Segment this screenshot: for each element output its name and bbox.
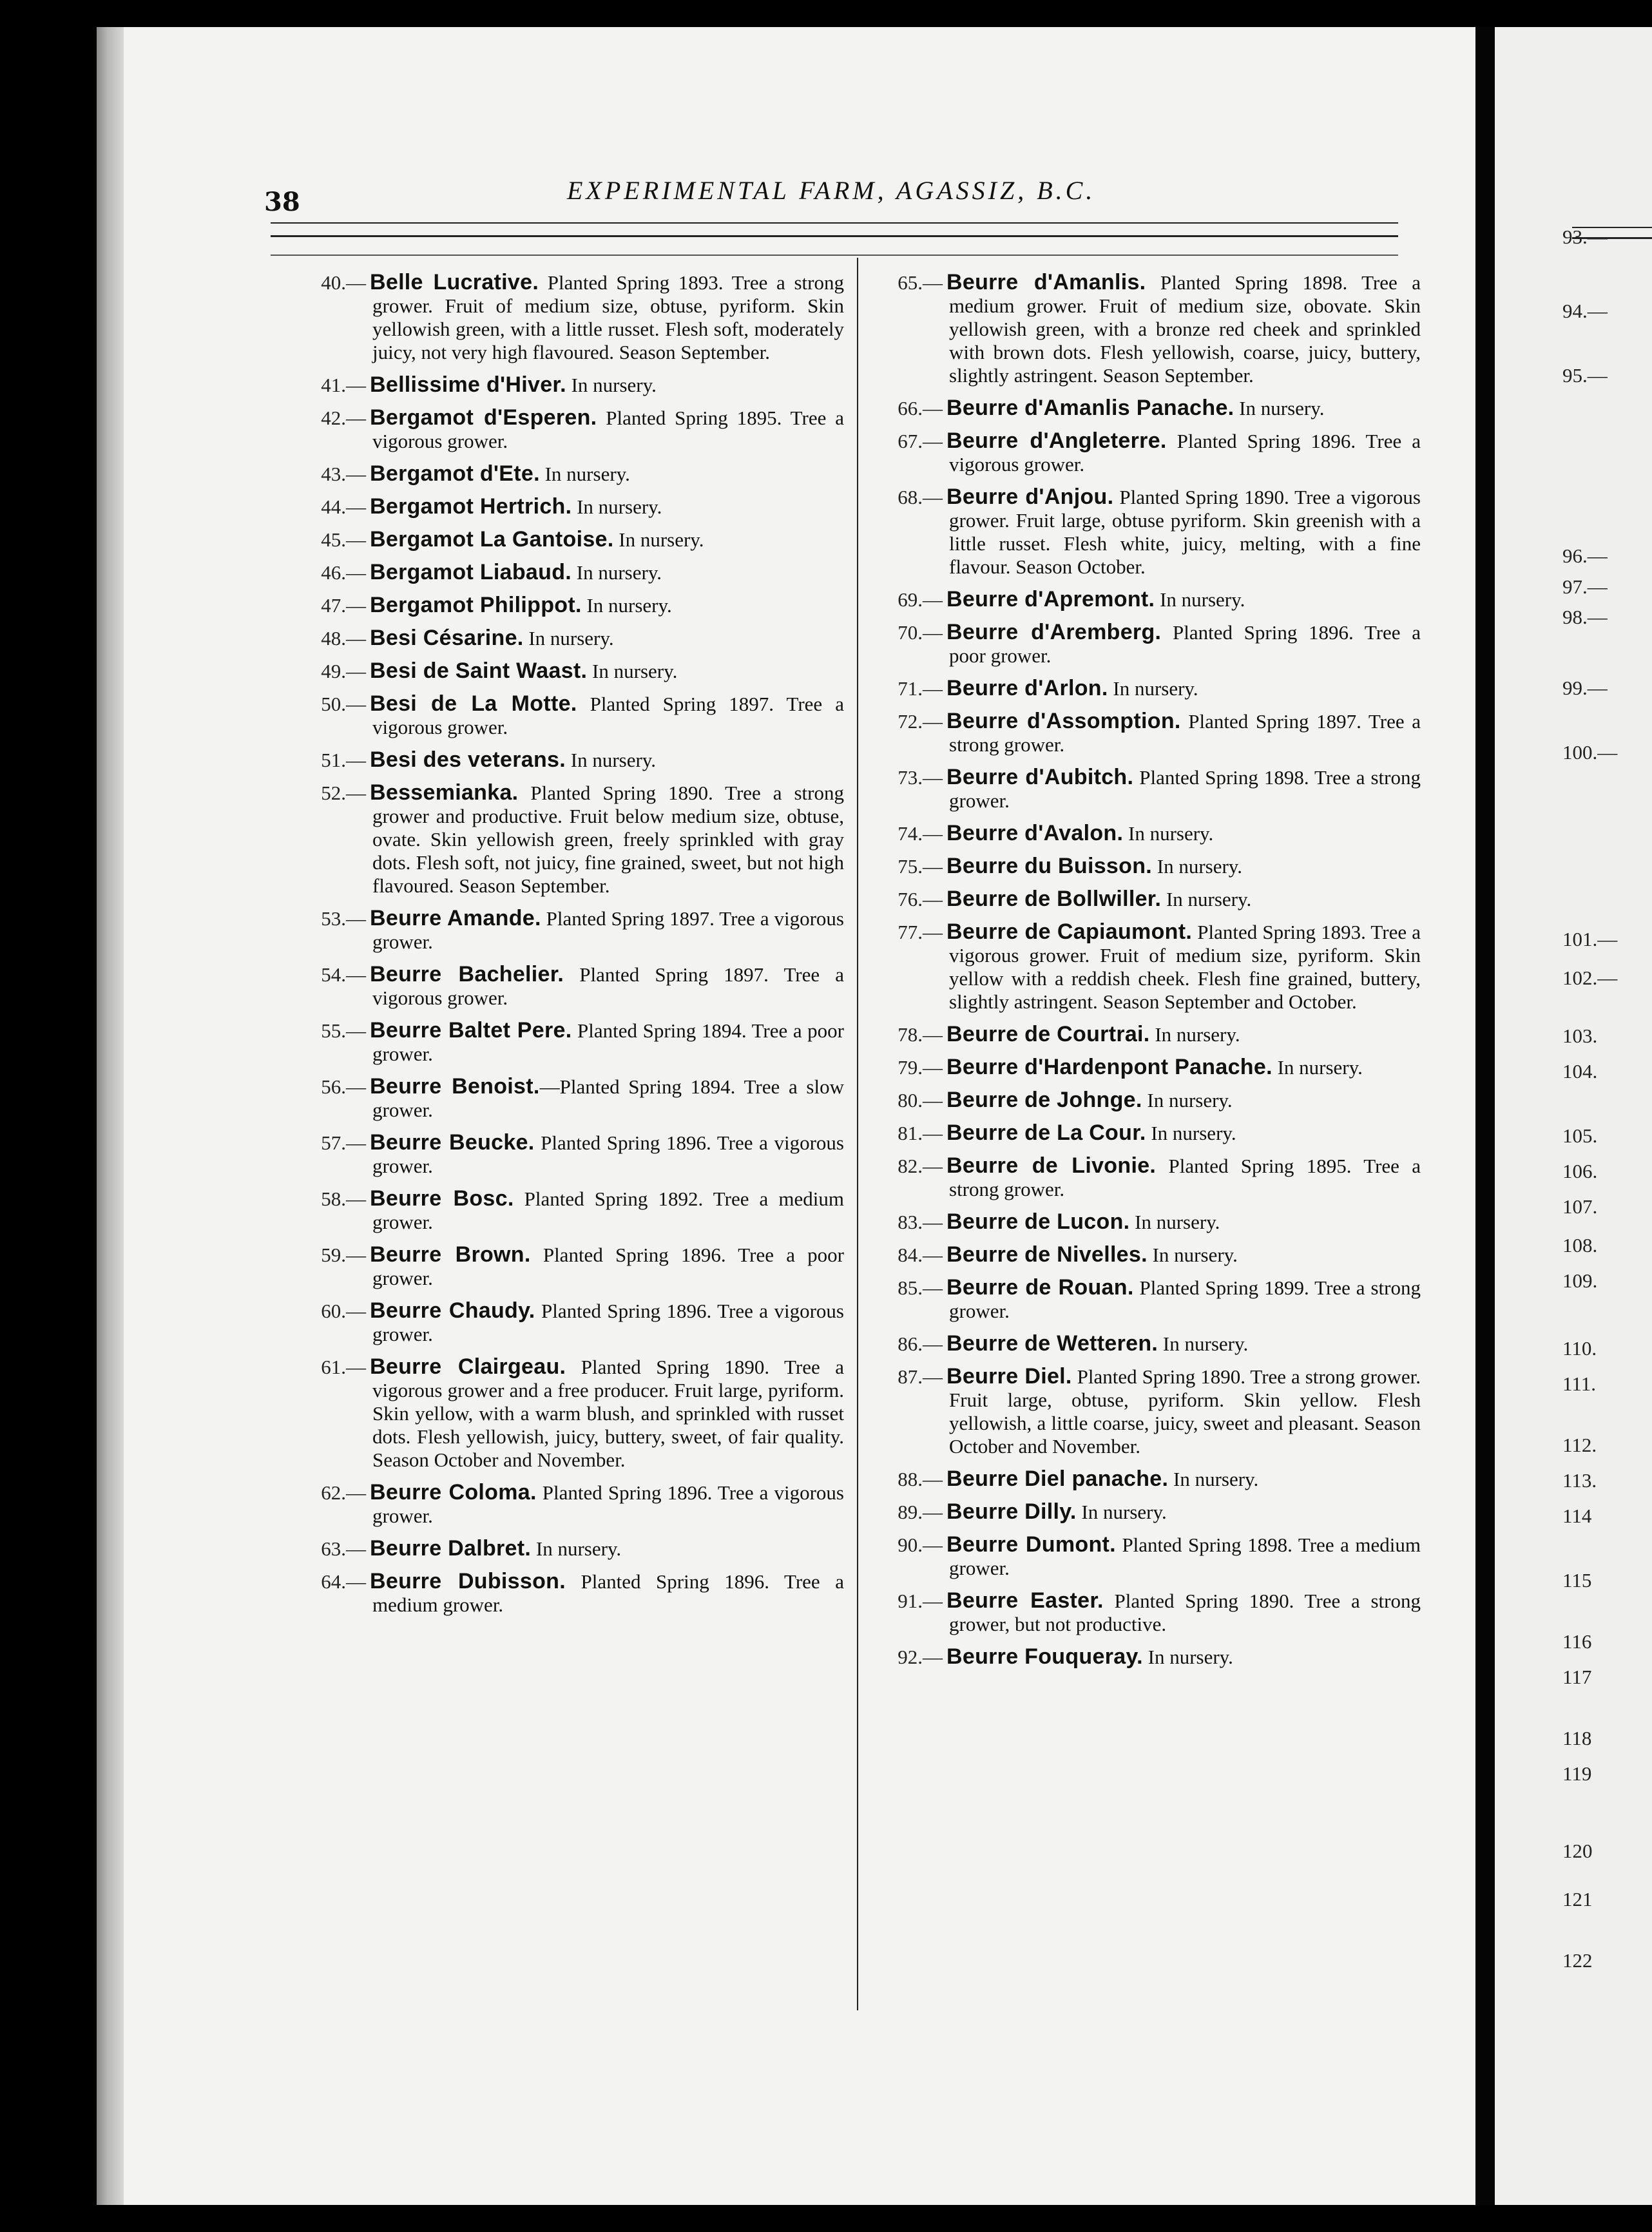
entry-number: 59.— <box>321 1244 366 1266</box>
pear-entry <box>290 561 844 584</box>
variety-name: Beurre Easter. <box>946 1588 1104 1613</box>
facing-entry-number: 110. <box>1562 1337 1597 1360</box>
variety-name: Beurre d'Assomption. <box>946 709 1181 733</box>
pear-entry <box>290 1570 844 1617</box>
variety-name: Bergamot Hertrich. <box>370 494 572 519</box>
pear-entry <box>867 1332 1421 1356</box>
variety-description: In nursery. <box>539 463 630 485</box>
variety-description: Planted Spring 1896. Tree a vigorous grower. <box>372 1131 844 1177</box>
facing-entry-number: 111. <box>1562 1372 1596 1395</box>
facing-entry-number: 103. <box>1562 1025 1598 1047</box>
pear-entry <box>867 1243 1421 1267</box>
pear-entry <box>867 709 1421 756</box>
variety-description: Planted Spring 1896. Tree a vigorous grower. <box>949 430 1421 476</box>
facing-entry-number: 99.— <box>1562 677 1608 699</box>
pear-entry <box>290 1481 844 1528</box>
facing-entry-number: 102.— <box>1562 967 1618 989</box>
variety-name: Bessemianka. <box>370 780 519 805</box>
variety-description: In nursery. <box>613 528 704 551</box>
variety-description: Planted Spring 1898. Tree a medium grower. Fruit of medium size, obovate. Skin yellowish green, with a bronze red cheek and sprinkled with brown dots. Flesh yellowish, coarse, juicy, buttery, slightly astringent. Season September. <box>949 271 1421 387</box>
entry-number: 88.— <box>898 1468 943 1490</box>
variety-name: Beurre Dumont. <box>946 1532 1116 1557</box>
pear-entry <box>867 485 1421 579</box>
variety-name: Bergamot La Gantoise. <box>370 527 614 552</box>
entry-number: 57.— <box>321 1131 366 1154</box>
facing-entry-number: 106. <box>1562 1160 1598 1182</box>
facing-entry-number: 118 <box>1562 1727 1592 1749</box>
entry-number: 63.— <box>321 1537 366 1560</box>
variety-description: In nursery. <box>1168 1468 1259 1490</box>
variety-description: Planted Spring 1890. Tree a strong grower, but not productive. <box>949 1590 1421 1635</box>
header-rule-lower <box>271 255 1398 256</box>
pear-entry <box>867 1121 1421 1145</box>
entry-number: 56.— <box>321 1075 366 1098</box>
facing-entry-number: 112. <box>1562 1434 1597 1456</box>
variety-description: Planted Spring 1890. Tree a strong grower and productive. Fruit below medium size, obtuse, ovate. Skin yellowish green, freely sprinkled with gray dots. Flesh soft, not juicy, fine grained, sweet, but not high flavoured. Season September. <box>372 782 844 897</box>
variety-description: In nursery. <box>1108 677 1198 700</box>
variety-name: Beurre d'Amanlis. <box>946 270 1146 294</box>
variety-name: Beurre Coloma. <box>370 1480 537 1505</box>
entry-number: 84.— <box>898 1244 943 1266</box>
variety-name: Beurre d'Aremberg. <box>946 620 1162 644</box>
variety-name: Besi Césarine. <box>370 626 524 650</box>
entry-number: 58.— <box>321 1188 366 1210</box>
entry-number: 80.— <box>898 1089 943 1111</box>
variety-description: Planted Spring 1896. Tree a medium grower. <box>372 1570 844 1616</box>
variety-name: Beurre de Bollwiller. <box>946 887 1162 911</box>
pear-entry <box>290 1355 844 1472</box>
variety-description: Planted Spring 1899. Tree a strong grower. <box>949 1276 1421 1322</box>
entry-number: 62.— <box>321 1481 366 1504</box>
entry-number: 81.— <box>898 1122 943 1144</box>
entry-number: 65.— <box>898 271 943 294</box>
pear-entry <box>867 429 1421 476</box>
entry-number: 86.— <box>898 1332 943 1355</box>
variety-description: Planted Spring 1895. Tree a vigorous grower. <box>372 407 844 452</box>
variety-description: Planted Spring 1892. Tree a medium grower. <box>372 1188 844 1233</box>
variety-name: Beurre d'Avalon. <box>946 821 1124 845</box>
variety-description: Planted Spring 1897. Tree a vigorous grower. <box>372 907 844 953</box>
variety-description: In nursery. <box>531 1537 622 1560</box>
entry-number: 85.— <box>898 1276 943 1299</box>
variety-name: Beurre d'Anjou. <box>946 485 1114 509</box>
variety-name: Bergamot Liabaud. <box>370 560 572 584</box>
variety-description: In nursery. <box>1149 1023 1240 1046</box>
pear-entry <box>290 1019 844 1066</box>
pear-entry <box>290 748 844 772</box>
pear-entry <box>867 920 1421 1014</box>
pear-entry <box>290 593 844 617</box>
variety-description: In nursery. <box>566 749 657 771</box>
variety-description: In nursery. <box>571 561 662 584</box>
variety-name: Beurre de Lucon. <box>946 1209 1130 1234</box>
pear-entry <box>867 1645 1421 1669</box>
variety-name: Beurre Amande. <box>370 906 541 930</box>
variety-name: Beurre de Courtrai. <box>946 1022 1150 1046</box>
variety-description: Planted Spring 1893. Tree a vigorous grower. Fruit of medium size, pyriform. Skin yellow with a reddish cheek. Flesh fine grained, buttery, slightly astringent. Season September and October. <box>949 921 1421 1013</box>
variety-name: Bellissime d'Hiver. <box>370 372 566 397</box>
variety-name: Beurre Brown. <box>370 1242 531 1267</box>
entry-number: 52.— <box>321 782 366 804</box>
entry-number: 60.— <box>321 1300 366 1322</box>
facing-entry-number: 105. <box>1562 1124 1598 1147</box>
pear-entry <box>867 1276 1421 1323</box>
facing-entry-number: 114 <box>1562 1505 1592 1527</box>
variety-description: In nursery. <box>1076 1501 1167 1523</box>
variety-description: Planted Spring 1896. Tree a poor grower. <box>372 1244 844 1289</box>
variety-description: Planted Spring 1896. Tree a vigorous grower. <box>372 1300 844 1345</box>
variety-description: In nursery. <box>1158 1332 1249 1355</box>
facing-entry-number: 109. <box>1562 1269 1598 1292</box>
facing-entry-number: 101.— <box>1562 928 1618 950</box>
pear-entry <box>867 822 1421 845</box>
variety-name: Beurre d'Angleterre. <box>946 428 1167 453</box>
facing-entry-number: 113. <box>1562 1469 1597 1492</box>
variety-description: Planted Spring 1897. Tree a strong grower. <box>949 710 1421 756</box>
entry-number: 70.— <box>898 621 943 644</box>
entry-number: 89.— <box>898 1501 943 1523</box>
pear-entry <box>290 781 844 898</box>
variety-description: In nursery. <box>587 660 678 682</box>
variety-name: Besi des veterans. <box>370 747 566 772</box>
entry-number: 61.— <box>321 1356 366 1378</box>
entry-number: 72.— <box>898 710 943 733</box>
facing-entry-number: 95.— <box>1562 364 1608 387</box>
variety-name: Bergamot d'Esperen. <box>370 405 597 430</box>
pear-entry <box>867 1154 1421 1201</box>
variety-name: Beurre de Livonie. <box>946 1153 1157 1178</box>
variety-description: Planted Spring 1890. Tree a vigorous grower. Fruit large, obtuse pyriform. Skin greenish with a little russet. Flesh white, juicy, melting, with a fine flavour. Season October. <box>949 486 1421 578</box>
variety-name: Beurre d'Hardenpont Panache. <box>946 1055 1273 1079</box>
pear-entry <box>867 621 1421 668</box>
pear-entry <box>290 692 844 739</box>
pear-entry <box>290 495 844 519</box>
facing-entry-number: 107. <box>1562 1195 1598 1218</box>
variety-name: Beurre du Buisson. <box>946 854 1153 878</box>
entry-number: 67.— <box>898 430 943 452</box>
variety-name: Beurre Dubisson. <box>370 1569 566 1593</box>
entry-number: 82.— <box>898 1155 943 1177</box>
pear-entry <box>867 854 1421 878</box>
variety-description: In nursery. <box>1147 1244 1238 1266</box>
entry-number: 41.— <box>321 374 366 396</box>
pear-entry <box>290 271 844 364</box>
variety-name: Beurre de Johnge. <box>946 1088 1142 1112</box>
variety-name: Beurre de Nivelles. <box>946 1242 1148 1267</box>
entry-number: 71.— <box>898 677 943 700</box>
variety-name: Bergamot Philippot. <box>370 593 582 617</box>
entry-number: 68.— <box>898 486 943 508</box>
pear-entry <box>290 1537 844 1561</box>
pear-entry <box>867 1055 1421 1079</box>
variety-description: Planted Spring 1896. Tree a poor grower. <box>949 621 1421 667</box>
variety-name: Beurre Chaudy. <box>370 1298 535 1323</box>
entry-number: 78.— <box>898 1023 943 1046</box>
variety-description: In nursery. <box>1146 1122 1236 1144</box>
variety-description: In nursery. <box>1129 1211 1220 1233</box>
variety-description: Planted Spring 1897. Tree a vigorous grower. <box>372 963 844 1009</box>
facing-entry-number: 100.— <box>1562 741 1618 764</box>
pear-entry <box>290 1299 844 1346</box>
variety-description: In nursery. <box>1272 1056 1363 1079</box>
entry-number: 45.— <box>321 528 366 551</box>
left-column <box>290 271 844 1626</box>
facing-entry-number: 98.— <box>1562 606 1608 628</box>
entry-number: 53.— <box>321 907 366 930</box>
pear-entry <box>290 626 844 650</box>
entry-number: 51.— <box>321 749 366 771</box>
entry-number: 49.— <box>321 660 366 682</box>
facing-entry-number: 116 <box>1562 1630 1592 1653</box>
variety-name: Bergamot d'Ete. <box>370 461 540 486</box>
variety-name: Beurre de Rouan. <box>946 1275 1134 1300</box>
pear-entry <box>290 1243 844 1290</box>
pear-entry <box>867 588 1421 611</box>
book-gutter <box>1475 27 1495 2205</box>
header-rule <box>271 222 1398 224</box>
variety-name: Beurre Baltet Pere. <box>370 1018 572 1043</box>
entry-number: 40.— <box>321 271 366 294</box>
variety-description: Planted Spring 1897. Tree a vigorous grower. <box>372 693 844 738</box>
entry-number: 46.— <box>321 561 366 584</box>
pear-entry <box>867 1533 1421 1580</box>
entry-number: 83.— <box>898 1211 943 1233</box>
pear-entry <box>867 1589 1421 1636</box>
variety-name: Beurre Dalbret. <box>370 1536 532 1561</box>
column-divider <box>857 258 858 2010</box>
facing-entry-number: 97.— <box>1562 575 1608 598</box>
pear-entry <box>867 1365 1421 1458</box>
pear-entry <box>290 373 844 397</box>
entry-number: 55.— <box>321 1019 366 1042</box>
variety-description: Planted Spring 1895. Tree a strong grower. <box>949 1155 1421 1200</box>
entry-number: 79.— <box>898 1056 943 1079</box>
entry-number: 48.— <box>321 627 366 649</box>
variety-description: Planted Spring 1893. Tree a strong grower. Fruit of medium size, obtuse, pyriform. Skin yellowish green, with a little russet. Flesh soft, moderately juicy, not very high flavoured. Season September. <box>372 271 844 363</box>
page-number: 38 <box>264 187 300 217</box>
pear-entry <box>290 528 844 552</box>
facing-entry-number: 115 <box>1562 1569 1592 1592</box>
entry-number: 76.— <box>898 888 943 910</box>
running-head: EXPERIMENTAL FARM, AGASSIZ, B.C. <box>567 176 1096 205</box>
pear-entry <box>290 907 844 954</box>
pear-entry <box>290 1131 844 1178</box>
entry-number: 69.— <box>898 588 943 611</box>
variety-name: Beurre d'Aubitch. <box>946 765 1134 789</box>
variety-description: —Planted Spring 1894. Tree a slow grower. <box>372 1075 844 1121</box>
facing-entry-number: 94.— <box>1562 300 1608 322</box>
variety-description: In nursery. <box>523 627 614 649</box>
variety-description: Planted Spring 1896. Tree a vigorous grower. <box>372 1481 844 1527</box>
variety-description: In nursery. <box>1155 588 1245 611</box>
entry-number: 92.— <box>898 1646 943 1668</box>
variety-description: In nursery. <box>1152 855 1243 878</box>
pear-entry <box>867 887 1421 911</box>
variety-name: Beurre de La Cour. <box>946 1121 1146 1145</box>
pear-entry <box>867 1467 1421 1491</box>
variety-name: Beurre d'Arlon. <box>946 676 1108 700</box>
entry-number: 91.— <box>898 1590 943 1612</box>
pear-entry <box>867 271 1421 387</box>
variety-description: Planted Spring 1890. Tree a vigorous grower and a free producer. Fruit large, pyriform. Skin yellow, with a warm blush, and sprinkled with russet dots. Flesh yellowish, juicy, buttery, sweet, of fair quality. Season October and November. <box>372 1356 844 1471</box>
variety-name: Beurre Clairgeau. <box>370 1354 566 1379</box>
pear-entry <box>867 396 1421 420</box>
variety-description: In nursery. <box>1234 397 1325 419</box>
variety-description: Planted Spring 1898. Tree a medium grower. <box>949 1534 1421 1579</box>
variety-name: Beurre Fouqueray. <box>946 1644 1143 1669</box>
variety-name: Beurre Beucke. <box>370 1130 535 1155</box>
variety-name: Beurre d'Apremont. <box>946 587 1155 611</box>
entry-number: 87.— <box>898 1365 943 1388</box>
variety-description: In nursery. <box>1161 888 1252 910</box>
header-rule-double <box>271 235 1398 237</box>
entry-number: 66.— <box>898 397 943 419</box>
entry-number: 47.— <box>321 594 366 617</box>
variety-description: In nursery. <box>571 495 662 518</box>
pear-entry <box>867 677 1421 700</box>
entry-number: 44.— <box>321 495 366 518</box>
variety-description: Planted Spring 1898. Tree a strong grower. <box>949 766 1421 812</box>
entry-number: 50.— <box>321 693 366 715</box>
variety-description: In nursery. <box>1123 822 1214 845</box>
pear-entry <box>290 659 844 683</box>
facing-entry-number: 96.— <box>1562 544 1608 567</box>
facing-entry-number: 120 <box>1562 1840 1593 1862</box>
facing-entry-number: 93.— <box>1562 226 1608 248</box>
variety-description: In nursery. <box>1142 1646 1233 1668</box>
variety-name: Beurre d'Amanlis Panache. <box>946 396 1234 420</box>
entry-number: 54.— <box>321 963 366 986</box>
facing-entry-number: 108. <box>1562 1234 1598 1256</box>
pear-entry <box>290 1075 844 1122</box>
pear-entry <box>290 462 844 486</box>
entry-number: 42.— <box>321 407 366 429</box>
facing-entry-number: 121 <box>1562 1888 1593 1910</box>
variety-name: Beurre de Capiaumont. <box>946 919 1193 944</box>
pear-entry <box>867 765 1421 813</box>
variety-description: Planted Spring 1894. Tree a poor grower. <box>372 1019 844 1065</box>
variety-description: In nursery. <box>581 594 672 617</box>
variety-name: Beurre Diel. <box>946 1364 1072 1389</box>
variety-name: Beurre Bosc. <box>370 1186 514 1211</box>
pear-entry <box>867 1088 1421 1112</box>
pear-entry <box>867 1500 1421 1524</box>
variety-name: Beurre Benoist. <box>370 1074 540 1099</box>
entry-number: 73.— <box>898 766 943 789</box>
entry-number: 64.— <box>321 1570 366 1593</box>
pear-entry <box>867 1023 1421 1046</box>
entry-number: 90.— <box>898 1534 943 1556</box>
right-column <box>867 271 1421 1678</box>
variety-name: Beurre Dilly. <box>946 1499 1077 1524</box>
variety-description: In nursery. <box>1142 1089 1233 1111</box>
pear-entry <box>290 963 844 1010</box>
variety-description: In nursery. <box>566 374 657 396</box>
variety-description: Planted Spring 1890. Tree a strong grower. Fruit large, obtuse, pyriform. Skin yellow. Flesh yellowish, a little coarse, juicy, sweet and pleasant. Season October and November. <box>949 1365 1421 1458</box>
entry-number: 43.— <box>321 463 366 485</box>
variety-name: Beurre Bachelier. <box>370 962 564 986</box>
variety-name: Besi de La Motte. <box>370 691 577 716</box>
variety-name: Beurre Diel panache. <box>946 1467 1169 1491</box>
facing-entry-number: 119 <box>1562 1762 1592 1785</box>
variety-name: Beurre de Wetteren. <box>946 1331 1158 1356</box>
page-edge <box>97 27 124 2205</box>
variety-name: Belle Lucrative. <box>370 270 539 294</box>
variety-name: Besi de Saint Waast. <box>370 659 588 683</box>
facing-entry-number: 117 <box>1562 1666 1592 1688</box>
entry-number: 75.— <box>898 855 943 878</box>
pear-entry <box>290 406 844 453</box>
facing-entry-number: 104. <box>1562 1060 1598 1082</box>
pear-entry <box>290 1187 844 1234</box>
entry-number: 77.— <box>898 921 943 943</box>
entry-number: 74.— <box>898 822 943 845</box>
page-right-facing <box>1495 27 1652 2205</box>
facing-entry-number: 122 <box>1562 1949 1593 1972</box>
pear-entry <box>867 1210 1421 1234</box>
